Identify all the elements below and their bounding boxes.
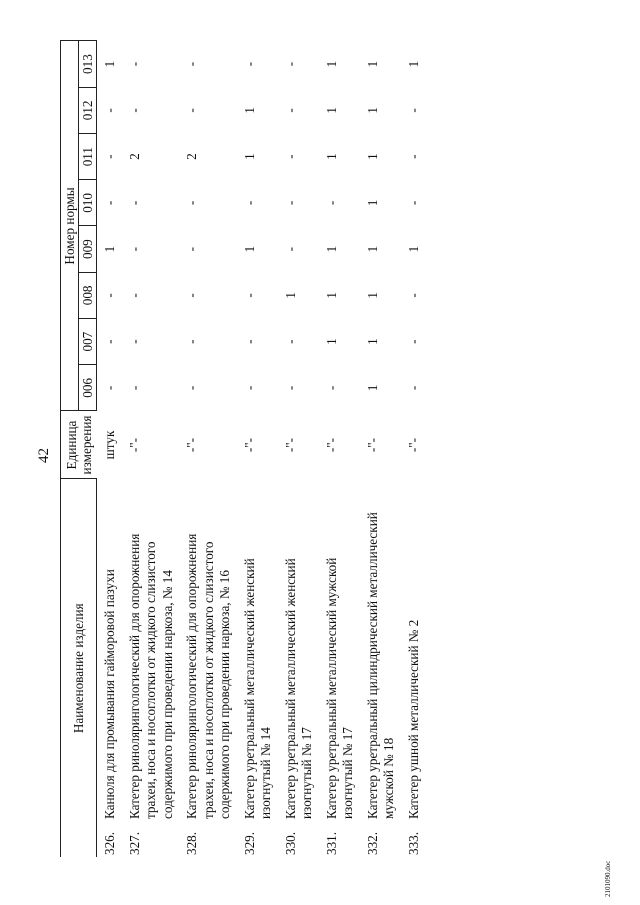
item-name: Катетер ринолярингологический для опорожнения трахеи, носа и носоглотки от жидкого слизистого содержимого при проведении наркоза, № 14: [126, 533, 175, 819]
item-cell: [237, 479, 278, 857]
norm-value-006: -: [184, 385, 199, 391]
norm-value-013: 1: [405, 60, 421, 68]
norm-value-011: 1: [241, 153, 257, 160]
norm-value-007: -: [126, 339, 142, 344]
norm-value-013: -: [282, 61, 298, 67]
norm-value-011: -: [405, 154, 421, 159]
norm-value-010: -: [323, 200, 339, 206]
norm-value-007: -: [102, 339, 117, 344]
item-name: Катетер ринолярингологический для опорожнения трахеи, носа и носоглотки от жидкого слизистого содержимого при проведении наркоза, № 16: [184, 533, 232, 819]
page-number: 42: [36, 448, 52, 463]
norm-value-012: 1: [364, 107, 380, 114]
norm-value-009: 1: [241, 245, 257, 253]
norm-value-007: 1: [364, 338, 380, 345]
item-unit: штук: [101, 430, 117, 460]
norm-value-009: -: [282, 246, 298, 252]
norm-value-007: -: [282, 339, 298, 344]
norm-value-009: 1: [405, 245, 421, 253]
norm-value-012: -: [405, 108, 421, 113]
norm-value-008: -: [102, 293, 117, 298]
header-norm-011: 011: [79, 134, 97, 180]
norm-value-007: -: [184, 339, 199, 344]
norm-value-011: 2: [184, 153, 199, 160]
item-unit: -"-: [364, 437, 380, 453]
norm-value-011: -: [102, 154, 117, 159]
header-norm-007: 007: [79, 319, 97, 365]
header-norm-group: Номер нормы: [61, 41, 79, 411]
norm-value-013: 1: [364, 60, 380, 68]
norm-value-010: -: [282, 200, 298, 206]
norm-value-008: 1: [282, 292, 298, 299]
item-cell: [278, 479, 319, 857]
item-name: Катетер уретральный металлический женский изогнутый № 17: [282, 558, 314, 819]
norm-value-008: -: [126, 293, 142, 298]
header-norm-013: 013: [79, 41, 97, 87]
norm-value-011: 1: [364, 153, 380, 160]
norm-value-007: -: [241, 339, 257, 344]
item-unit: -"-: [405, 437, 421, 453]
item-number: 326.: [102, 831, 117, 855]
item-name: Катетер уретральный цилиндрический металлический мужской № 18: [364, 512, 396, 819]
norm-value-007: 1: [323, 338, 339, 345]
table-row: [401, 41, 426, 857]
norm-value-009: -: [126, 246, 142, 252]
norm-value-011: 1: [323, 153, 339, 160]
item-number: 330.: [282, 831, 298, 855]
table-row: [360, 41, 401, 857]
item-name: Катетер уретральный металлический мужской изогнутый № 17: [323, 557, 355, 819]
document-id: 2101090.doc: [604, 860, 612, 897]
norm-value-008: -: [184, 293, 199, 298]
table-row: [179, 41, 237, 857]
norm-value-009: 1: [323, 245, 339, 253]
table-row: [319, 41, 360, 857]
item-unit: -"-: [323, 437, 339, 453]
norm-value-008: -: [241, 293, 257, 298]
table-row: [97, 41, 122, 857]
norm-value-006: -: [323, 385, 339, 391]
norm-value-010: -: [126, 200, 142, 206]
norm-value-010: -: [184, 200, 199, 206]
item-name: Катетер ушной металлический № 2: [405, 619, 421, 819]
norm-value-013: -: [241, 61, 257, 67]
norms-table: [60, 40, 425, 857]
item-number: 333.: [405, 831, 421, 855]
norm-value-013: -: [184, 61, 199, 67]
norm-value-009: 1: [102, 245, 117, 253]
norm-value-011: 2: [126, 153, 142, 160]
norm-value-012: -: [184, 108, 199, 113]
norm-value-013: -: [126, 61, 142, 67]
norm-value-006: -: [405, 385, 421, 391]
header-unit: Единица измерения: [61, 411, 97, 479]
norm-value-012: 1: [241, 107, 257, 114]
norm-value-006: -: [241, 385, 257, 391]
item-unit: -"-: [126, 437, 142, 453]
item-cell: [179, 479, 237, 857]
item-number: 331.: [323, 831, 339, 855]
item-number: 328.: [184, 831, 199, 855]
item-name: Канюля для промывания гайморовой пазухи: [102, 569, 117, 819]
norm-value-012: -: [282, 108, 298, 113]
header-norm-010: 010: [79, 180, 97, 226]
norm-value-008: -: [405, 293, 421, 298]
norm-value-007: -: [405, 339, 421, 344]
item-cell: [401, 479, 426, 857]
norm-value-012: -: [102, 108, 117, 113]
item-number: 327.: [126, 831, 142, 855]
table-row: [237, 41, 278, 857]
item-cell: [97, 479, 122, 857]
norm-value-006: -: [126, 385, 142, 391]
norm-value-011: -: [282, 154, 298, 159]
norm-value-013: 1: [323, 60, 339, 68]
norm-value-010: -: [241, 200, 257, 206]
item-unit: -"-: [282, 437, 298, 453]
norm-value-009: -: [184, 246, 199, 252]
item-unit: -"-: [184, 437, 199, 453]
table-body: [97, 41, 426, 857]
norm-value-010: -: [405, 200, 421, 206]
header-name: Наименование изделия: [61, 479, 97, 857]
norm-value-006: -: [102, 385, 117, 391]
norm-value-010: -: [102, 200, 117, 206]
norm-value-008: 1: [323, 292, 339, 299]
norm-value-009: 1: [364, 245, 380, 253]
item-unit: -"-: [241, 437, 257, 453]
table-row: [278, 41, 319, 857]
table-header: [61, 41, 97, 857]
norm-value-013: 1: [102, 60, 117, 68]
item-number: 329.: [241, 831, 257, 855]
header-norm-008: 008: [79, 272, 97, 318]
norm-value-010: 1: [364, 199, 380, 207]
header-norm-009: 009: [79, 226, 97, 272]
norm-value-008: 1: [364, 292, 380, 299]
norm-value-006: -: [282, 385, 298, 391]
table-row: [122, 41, 180, 857]
item-cell: [319, 479, 360, 857]
header-norm-012: 012: [79, 87, 97, 133]
norm-value-012: 1: [323, 107, 339, 114]
header-norm-006: 006: [79, 365, 97, 411]
norm-value-012: -: [126, 108, 142, 113]
norm-value-006: 1: [364, 384, 380, 392]
item-cell: [122, 479, 180, 857]
item-cell: [360, 479, 401, 857]
item-number: 332.: [364, 831, 380, 855]
item-name: Катетер уретральный металлический женский изогнутый № 14: [241, 558, 273, 819]
